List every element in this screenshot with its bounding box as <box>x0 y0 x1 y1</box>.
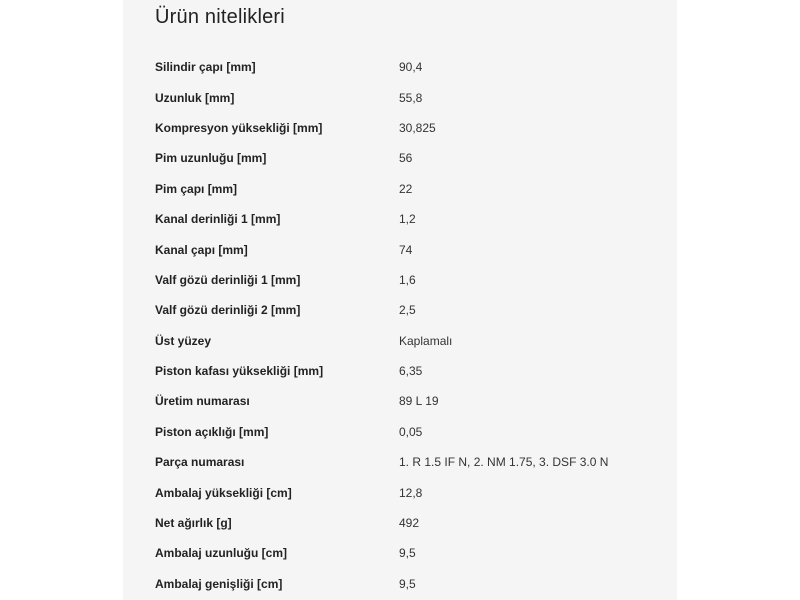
attribute-row <box>155 326 655 356</box>
attribute-label: Uzunluk [mm] <box>155 90 235 105</box>
attribute-row <box>155 113 655 143</box>
attribute-row <box>155 417 655 447</box>
attribute-row <box>155 234 655 264</box>
attribute-value: 12,8 <box>399 485 423 500</box>
attribute-row <box>155 82 655 112</box>
attribute-row <box>155 386 655 416</box>
attribute-value: 2,5 <box>399 303 416 318</box>
attribute-value: 90,4 <box>399 60 423 75</box>
attribute-value: 9,5 <box>399 576 416 591</box>
attribute-value: 55,8 <box>399 90 423 105</box>
attribute-label: Piston kafası yüksekliği [mm] <box>155 364 324 379</box>
attribute-label: Parça numarası <box>155 455 245 470</box>
attribute-row <box>155 508 655 538</box>
attribute-row <box>155 295 655 325</box>
attribute-value: 1,6 <box>399 272 416 287</box>
attribute-row <box>155 538 655 568</box>
attribute-row <box>155 569 655 599</box>
attribute-label: Ambalaj uzunluğu [cm] <box>155 546 287 561</box>
attribute-label: Silindir çapı [mm] <box>155 60 256 75</box>
attribute-row <box>155 143 655 173</box>
attribute-label: Kanal çapı [mm] <box>155 242 248 257</box>
attribute-label: Valf gözü derinliği 2 [mm] <box>155 303 301 318</box>
attribute-label: Kanal derinliği 1 [mm] <box>155 212 281 227</box>
attribute-value: 30,825 <box>399 120 436 135</box>
attribute-value: 74 <box>399 242 413 257</box>
attribute-value: 56 <box>399 151 413 166</box>
attribute-value: 1. R 1.5 IF N, 2. NM 1.75, 3. DSF 3.0 N <box>399 455 609 470</box>
attribute-label: Ambalaj genişliği [cm] <box>155 576 283 591</box>
attribute-label: Piston açıklığı [mm] <box>155 424 269 439</box>
attribute-row <box>155 52 655 82</box>
attribute-value: 0,05 <box>399 424 423 439</box>
attribute-label: Kompresyon yüksekliği [mm] <box>155 120 323 135</box>
attribute-value: 89 L 19 <box>399 394 439 409</box>
section-title: Ürün nitelikleri <box>155 6 285 28</box>
attribute-row <box>155 265 655 295</box>
attribute-label: Pim çapı [mm] <box>155 181 238 196</box>
attribute-value: 1,2 <box>399 212 416 227</box>
attribute-label: Üst yüzey <box>155 333 212 348</box>
attribute-value: Kaplamalı <box>399 333 453 348</box>
attribute-row <box>155 356 655 386</box>
attribute-label: Valf gözü derinliği 1 [mm] <box>155 272 301 287</box>
attributes-table <box>155 52 655 599</box>
attribute-row <box>155 447 655 477</box>
attribute-value: 6,35 <box>399 364 423 379</box>
attribute-label: Net ağırlık [g] <box>155 516 232 531</box>
attribute-value: 492 <box>399 516 420 531</box>
attribute-value: 22 <box>399 181 413 196</box>
attribute-label: Ambalaj yüksekliği [cm] <box>155 485 292 500</box>
attribute-label: Üretim numarası <box>155 394 250 409</box>
attribute-value: 9,5 <box>399 546 416 561</box>
product-attributes-panel <box>123 0 677 600</box>
attribute-row <box>155 204 655 234</box>
attribute-row <box>155 174 655 204</box>
attribute-row <box>155 477 655 507</box>
attribute-label: Pim uzunluğu [mm] <box>155 151 267 166</box>
